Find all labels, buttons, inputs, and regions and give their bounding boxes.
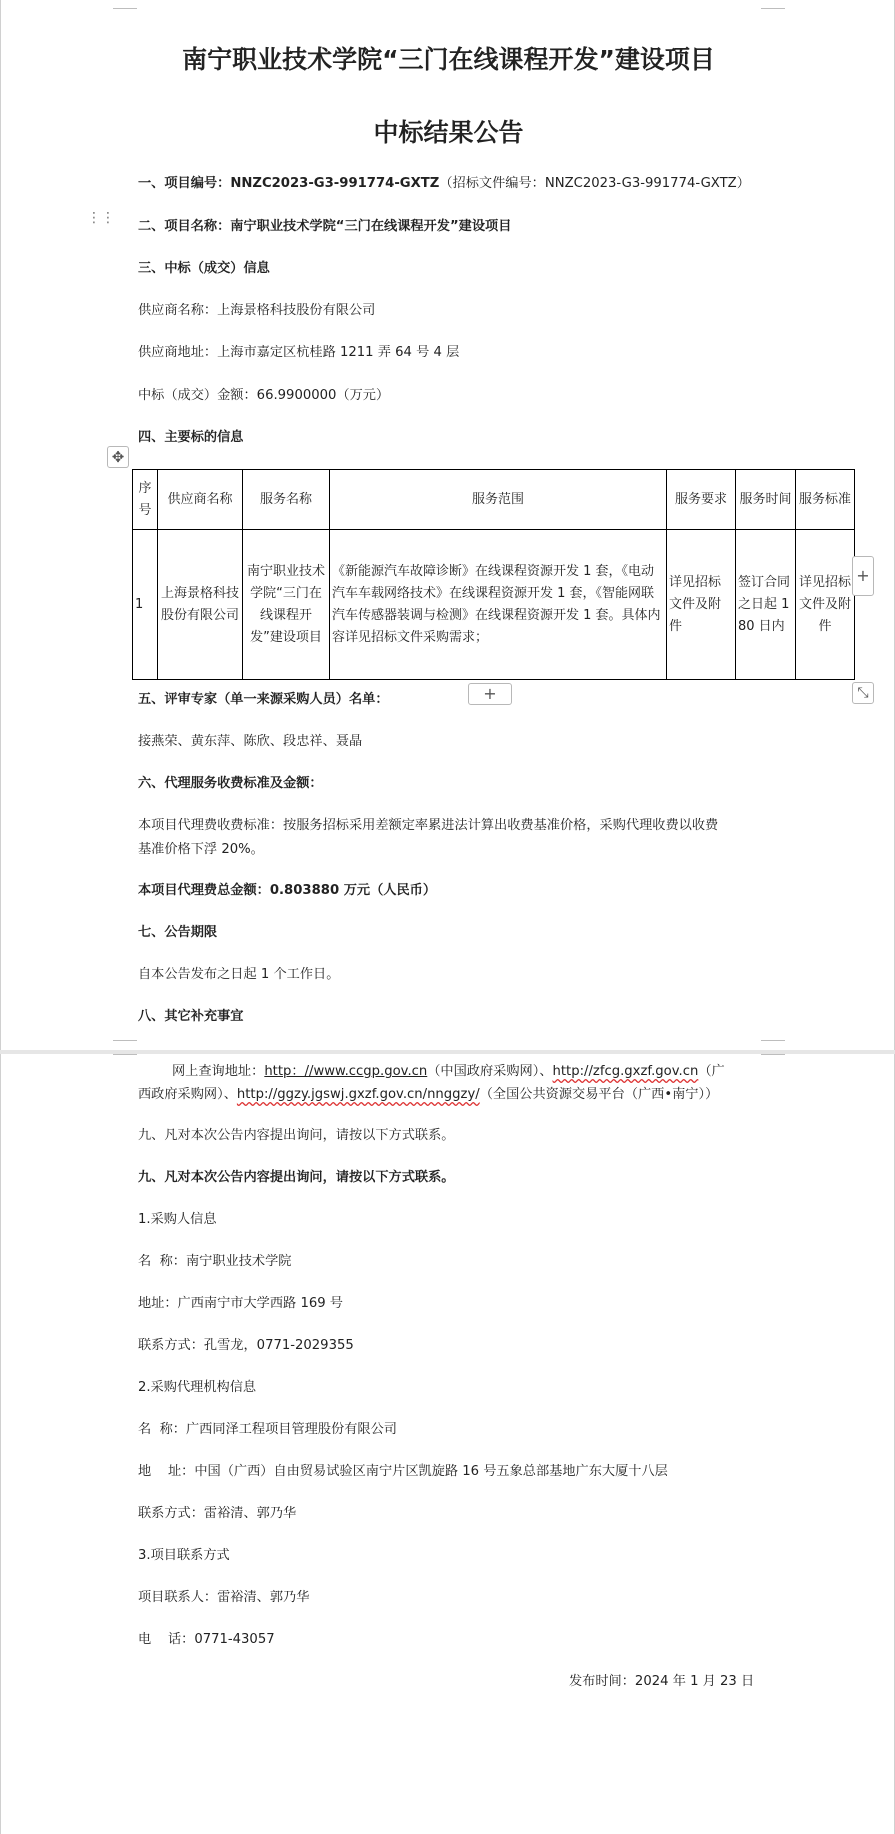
agency-name: 名 称：广西同泽工程项目管理股份有限公司 <box>138 1422 397 1437</box>
page-corner-mark <box>761 8 785 9</box>
table-cell-standard: 详见招标文件及附件 <box>796 530 855 680</box>
experts-heading: 五、评审专家（单一来源采购人员）名单： <box>138 692 389 707</box>
page-corner-mark <box>113 1054 137 1055</box>
table-header-cell: 服务标准 <box>796 470 855 530</box>
ggzy-link[interactable]: http://ggzy.jgswj.gxzf.gov.cn/nnggzy/ <box>236 1087 480 1102</box>
table-cell-service-name: 南宁职业技术学院“三门在线课程开发”建设项目 <box>243 530 330 680</box>
link-note: （广 <box>698 1064 725 1079</box>
link-note: （中国政府采购网）、 <box>427 1064 553 1079</box>
table-header-cell: 服务要求 <box>667 470 736 530</box>
publish-date: 发布时间：2024 年 1 月 23 日 <box>569 1674 755 1689</box>
table-header-cell: 服务名称 <box>243 470 330 530</box>
supplementary-heading: 八、其它补充事宜 <box>138 1009 244 1024</box>
table-header-cell: 供应商名称 <box>158 470 243 530</box>
agency-fee-heading: 六、代理服务收费标准及金额： <box>138 776 323 791</box>
project-contact-heading: 3.项目联系方式 <box>138 1548 230 1563</box>
project-number-code: NNZC2023-G3-991774-GXTZ <box>230 176 440 191</box>
purchaser-contact: 联系方式：孔雪龙，0771-2029355 <box>138 1338 354 1353</box>
query-address-label: 网上查询地址： <box>172 1064 265 1079</box>
project-name-line: 二、项目名称：南宁职业技术学院“三门在线课程开发”建设项目 <box>138 219 512 234</box>
purchaser-name: 名 称：南宁职业技术学院 <box>138 1254 292 1269</box>
agency-fee-total: 本项目代理费总金额：0.803880 万元（人民币） <box>138 883 437 898</box>
purchaser-heading: 1.采购人信息 <box>138 1212 217 1227</box>
add-row-icon[interactable]: + <box>468 683 512 705</box>
table-cell-seq: 1 <box>133 530 158 680</box>
doc-title-line2: 中标结果公告 <box>373 118 524 147</box>
link-note: 西政府采购网）、 <box>138 1087 237 1102</box>
add-column-icon[interactable]: + <box>852 556 874 596</box>
table-row <box>133 530 855 680</box>
supplier-address: 供应商地址：上海市嘉定区杭桂路 1211 弄 64 号 4 层 <box>138 345 460 360</box>
ccgp-link[interactable]: http：//www.ccgp.gov.cn <box>264 1064 428 1079</box>
project-contact-phone: 电 话：0771-43057 <box>138 1632 275 1647</box>
inquiry-plain-line: 九、凡对本次公告内容提出询问，请按以下方式联系。 <box>138 1128 455 1143</box>
page-corner-mark <box>761 1040 785 1041</box>
supplier-name: 供应商名称：上海景格科技股份有限公司 <box>138 303 376 318</box>
purchaser-address: 地址：广西南宁市大学西路 169 号 <box>138 1296 343 1311</box>
main-subject-table <box>132 469 855 680</box>
page-corner-mark <box>761 1054 785 1055</box>
inquiry-heading: 九、凡对本次公告内容提出询问，请按以下方式联系。 <box>138 1170 455 1185</box>
main-subject-heading: 四、主要标的信息 <box>138 430 244 445</box>
resize-icon[interactable]: ⤡ <box>852 682 874 704</box>
zfcg-link[interactable]: http://zfcg.gxzf.gov.cn <box>552 1064 699 1079</box>
agency-heading: 2.采购代理机构信息 <box>138 1380 257 1395</box>
award-amount: 中标（成交）金额：66.9900000（万元） <box>138 388 390 403</box>
drag-handle-icon[interactable]: ⋮⋮ <box>87 210 115 226</box>
query-address-line1 <box>138 1062 725 1082</box>
table-cell-supplier: 上海景格科技股份有限公司 <box>158 530 243 680</box>
agency-address: 地 址：中国（广西）自由贸易试验区南宁片区凯旋路 16 号五象总部基地广东大厦十八层 <box>138 1464 668 1479</box>
move-icon[interactable]: ✥ <box>107 446 129 468</box>
doc-title-line1: 南宁职业技术学院“三门在线课程开发”建设项目 <box>182 45 715 74</box>
project-contact-person: 项目联系人：雷裕清、郭乃华 <box>138 1590 310 1605</box>
award-info-heading: 三、中标（成交）信息 <box>138 261 270 276</box>
document-page-2 <box>0 1054 895 1834</box>
notice-period-text: 自本公告发布之日起 1 个工作日。 <box>138 967 340 982</box>
project-number-line <box>138 174 750 194</box>
table-header-cell: 服务时间 <box>736 470 796 530</box>
notice-period-heading: 七、公告期限 <box>138 925 218 940</box>
table-cell-scope: 《新能源汽车故障诊断》在线课程资源开发 1 套，《电动汽车车载网络技术》在线课程资源开发 1 套，《智能网联汽车传感器装调与检测》在线课程资源开发 1 套。具体内容详见招标文件采购需求； <box>330 530 667 680</box>
agency-fee-standard-line1: 本项目代理费收费标准：按服务招标采用差额定率累进法计算出收费基准价格，采购代理收费以收费 <box>138 818 719 833</box>
table-cell-requirement: 详见招标文件及附件 <box>667 530 736 680</box>
agency-contact: 联系方式：雷裕清、郭乃华 <box>138 1506 297 1521</box>
page-corner-mark <box>113 8 137 9</box>
table-cell-time: 签订合同之日起 180 日内 <box>736 530 796 680</box>
link-note: （全国公共资源交易平台（广西•南宁）） <box>479 1087 719 1102</box>
table-header-cell: 服务范围 <box>330 470 667 530</box>
page-corner-mark <box>113 1040 137 1041</box>
tender-doc-number: （招标文件编号：NNZC2023-G3-991774-GXTZ） <box>439 176 750 191</box>
agency-fee-standard-line2: 基准价格下浮 20%。 <box>138 842 264 857</box>
project-number-label: 一、项目编号： <box>138 176 231 191</box>
query-address-line2 <box>138 1085 718 1105</box>
table-header-cell: 序号 <box>133 470 158 530</box>
experts-names: 接燕荣、黄东萍、陈欣、段忠祥、聂晶 <box>138 734 363 749</box>
table-header-row <box>133 470 855 530</box>
